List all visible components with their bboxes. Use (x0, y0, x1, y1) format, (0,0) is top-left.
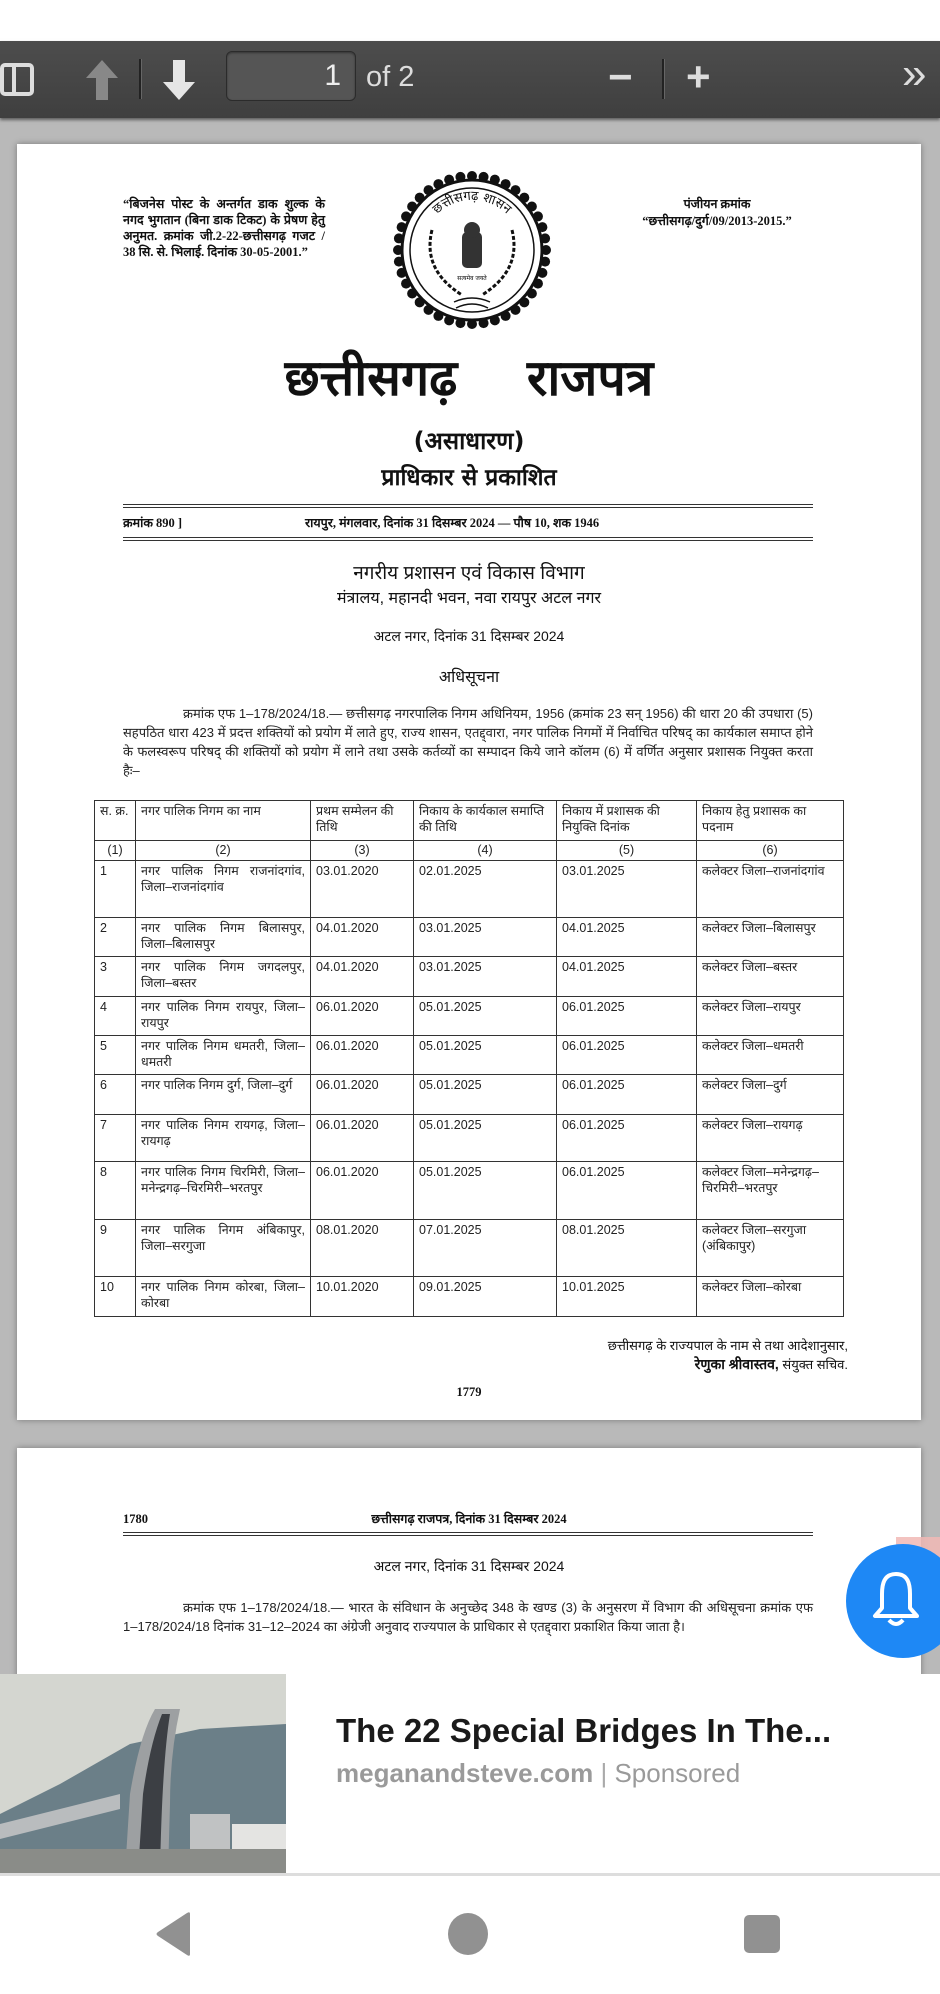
divider (123, 537, 813, 541)
administrator-appointment-date: 03.01.2025 (557, 861, 697, 918)
next-page-icon[interactable] (161, 58, 197, 102)
table-row (95, 861, 844, 918)
column-header: निकाय में प्रशासक की नियुक्ति दिनांक (557, 801, 697, 841)
gazette-subtitle-authority: प्राधिकार से प्रकाशित (381, 465, 557, 491)
corporation-name: नगर पालिक निगम रायपुर, जिला–रायपुर (136, 997, 311, 1036)
administrator-designation: कलेक्टर जिला–दुर्ग (697, 1075, 844, 1115)
toolbar-separator (139, 59, 142, 99)
administrator-designation: कलेक्टर जिला–बस्तर (697, 957, 844, 997)
serial-number: 5 (95, 1036, 136, 1075)
bell-icon (870, 1570, 922, 1630)
administrator-appointment-date: 04.01.2025 (557, 918, 697, 957)
term-end-date: 02.01.2025 (414, 861, 557, 918)
notice-body: क्रमांक एफ 1–178/2024/18.— छत्तीसगढ़ नगरपालिक निगम अधिनियम, 1956 (क्रमांक 23 सन् 1956) की धारा 20 की उपधारा (5) सहपठित धारा 423 में प्रदत्त शक्तियों को प्रयोग में लाते हुए, राज्य शासन, एतद्द्वारा, नगर पालिक निगमों में निर्वाचित परिषद् का कार्यकाल समाप्त होने के फलस्वरूप परिषद् की शक्तियों को प्रयोग में लाने तथा उसके कर्तव्यों का सम्पादन किये जाने कॉलम (6) में वर्णित अनुसार प्रशासक नियुक्त करता हैः– (123, 706, 813, 778)
serial-number: 1 (95, 861, 136, 918)
table-row (95, 1277, 844, 1317)
table-row (95, 997, 844, 1036)
android-nav-bar (0, 1876, 940, 1994)
zoom-in-icon[interactable]: + (686, 53, 711, 100)
column-number: (5) (557, 841, 697, 861)
department-name: नगरीय प्रशासन एवं विकास विभाग (353, 563, 585, 584)
term-end-date: 05.01.2025 (414, 1075, 557, 1115)
corporation-name: नगर पालिक निगम धमतरी, जिला–धमतरी (136, 1036, 311, 1075)
administrator-designation: कलेक्टर जिला–राजनांदगांव (697, 861, 844, 918)
column-number: (2) (136, 841, 311, 861)
serial-number: 3 (95, 957, 136, 997)
column-header: निकाय हेतु प्रशासक का पदनाम (697, 801, 844, 841)
divider (123, 1532, 813, 1536)
back-icon[interactable] (154, 1911, 194, 1957)
administrator-appointment-date: 04.01.2025 (557, 957, 697, 997)
first-meeting-date: 08.01.2020 (311, 1220, 414, 1277)
serial-number: 8 (95, 1162, 136, 1220)
column-header: प्रथम सम्मेलन की तिथि (311, 801, 414, 841)
signatory-title: संयुक्त सचिव. (782, 1357, 848, 1372)
home-icon[interactable] (447, 1912, 489, 1956)
page-number: 1779 (456, 1385, 482, 1399)
term-end-date: 03.01.2025 (414, 957, 557, 997)
ad-source[interactable]: meganandsteve.com (336, 1758, 594, 1788)
table-row (95, 1115, 844, 1162)
sidebar-toggle-icon[interactable] (0, 63, 36, 97)
corporation-name: नगर पालिक निगम चिरमिरी, जिला–मनेन्द्रगढ़–चिरमिरी–भरतपुर (136, 1162, 311, 1220)
zoom-out-icon[interactable]: − (608, 53, 633, 100)
corporation-name: नगर पालिक निगम बिलासपुर, जिला–बिलासपुर (136, 918, 311, 957)
administrator-table (94, 800, 844, 1317)
column-number: (4) (414, 841, 557, 861)
corporation-name: नगर पालिक निगम दुर्ग, जिला–दुर्ग (136, 1075, 311, 1115)
signature-block (695, 1355, 848, 1374)
notice-body: क्रमांक एफ 1–178/2024/18.— भारत के संविधान के अनुच्छेद 348 के खण्ड (3) के अनुसरण में विभाग की अधिसूचना क्रमांक एफ 1–178/2024/18 दिनांक 31–12–2024 का अंग्रेजी अनुवाद राज्यपाल के प्राधिकार से एतद्द्वारा प्रकाशित किया जाता है। (123, 1600, 813, 1634)
first-meeting-date: 06.01.2020 (311, 1162, 414, 1220)
corporation-name: नगर पालिक निगम रायगढ़, जिला–रायगढ़ (136, 1115, 311, 1162)
first-meeting-date: 03.01.2020 (311, 861, 414, 918)
administrator-designation: कलेक्टर जिला–रायगढ़ (697, 1115, 844, 1162)
column-header: स. क्र. (95, 801, 136, 841)
sponsored-ad[interactable] (0, 1674, 940, 1876)
serial-number: 2 (95, 918, 136, 957)
first-meeting-date: 04.01.2020 (311, 918, 414, 957)
serial-number: 4 (95, 997, 136, 1036)
ad-source-line (336, 1758, 740, 1789)
term-end-date: 09.01.2025 (414, 1277, 557, 1317)
page-total: of 2 (366, 61, 415, 93)
ad-thumbnail-image[interactable] (0, 1674, 286, 1873)
term-end-date: 05.01.2025 (414, 997, 557, 1036)
first-meeting-date: 10.01.2020 (311, 1277, 414, 1317)
column-number: (3) (311, 841, 414, 861)
administrator-appointment-date: 06.01.2025 (557, 1115, 697, 1162)
status-bar (0, 0, 940, 41)
serial-number: 7 (95, 1115, 136, 1162)
corporation-name: नगर पालिक निगम राजनांदगांव, जिला–राजनांदगांव (136, 861, 311, 918)
administrator-appointment-date: 06.01.2025 (557, 1075, 697, 1115)
table-row (95, 1075, 844, 1115)
first-meeting-date: 06.01.2020 (311, 1036, 414, 1075)
corporation-name: नगर पालिक निगम कोरबा, जिला–कोरबा (136, 1277, 311, 1317)
serial-number: 9 (95, 1220, 136, 1277)
first-meeting-date: 06.01.2020 (311, 997, 414, 1036)
svg-text:सत्यमेव जयते: सत्यमेव जयते (457, 275, 487, 282)
table-row (95, 957, 844, 997)
administrator-designation: कलेक्टर जिला–धमतरी (697, 1036, 844, 1075)
term-end-date: 05.01.2025 (414, 1115, 557, 1162)
corporation-name: नगर पालिक निगम अंबिकापुर, जिला–सरगुजा (136, 1220, 311, 1277)
registration-number: “छत्तीसगढ़/दुर्ग/09/2013-2015.” (642, 214, 792, 228)
table-row (95, 1162, 844, 1220)
administrator-appointment-date: 06.01.2025 (557, 1162, 697, 1220)
administrator-designation: कलेक्टर जिला–रायपुर (697, 997, 844, 1036)
issue-number: क्रमांक 890 ] (123, 516, 183, 530)
gazette-subtitle-extraordinary: (असाधारण) (413, 427, 525, 455)
postal-note: “बिजनेस पोस्ट के अन्तर्गत डाक शुल्क के नगद भुगतान (बिना डाक टिकट) के प्रेषण हेतु अनुमत. क्रमांक जी.2-22-छत्तीसगढ़ गजट / 38 सि. से. भिलाई. दिनांक 30-05-2001.” (123, 197, 325, 259)
ad-sponsored-label: Sponsored (614, 1758, 741, 1788)
chhattisgarh-emblem (392, 170, 552, 330)
administrator-designation: कलेक्टर जिला–मनेन्द्रगढ़–चिरमिरी–भरतपुर (697, 1162, 844, 1220)
first-meeting-date: 06.01.2020 (311, 1115, 414, 1162)
toolbar-separator (662, 59, 665, 99)
more-tools-icon[interactable]: » (902, 49, 927, 98)
ad-title[interactable]: The 22 Special Bridges In The... (336, 1712, 832, 1749)
table-header-row (95, 801, 844, 841)
emblem-text: छत्तीसगढ़ शासन (429, 188, 515, 218)
recents-icon[interactable] (743, 1914, 781, 1954)
table-row (95, 1036, 844, 1075)
signatory-name: रेणुका श्रीवास्तव, (694, 1356, 779, 1372)
administrator-designation: कलेक्टर जिला–कोरबा (697, 1277, 844, 1317)
column-header: निकाय के कार्यकाल समाप्ति की तिथि (414, 801, 557, 841)
column-number-row (95, 841, 844, 861)
term-end-date: 07.01.2025 (414, 1220, 557, 1277)
administrator-appointment-date: 08.01.2025 (557, 1220, 697, 1277)
serial-number: 6 (95, 1075, 136, 1115)
place-date: अटल नगर, दिनांक 31 दिसम्बर 2024 (373, 628, 565, 644)
running-header: छत्तीसगढ़ राजपत्र, दिनांक 31 दिसम्बर 2024 (371, 1512, 567, 1526)
place-date: अटल नगर, दिनांक 31 दिसम्बर 2024 (373, 1558, 565, 1574)
first-meeting-date: 04.01.2020 (311, 957, 414, 997)
table-row (95, 918, 844, 957)
department-address: मंत्रालय, महानदी भवन, नवा रायपुर अटल नगर (336, 590, 602, 607)
term-end-date: 03.01.2025 (414, 918, 557, 957)
serial-number: 10 (95, 1277, 136, 1317)
divider (123, 504, 813, 508)
column-number: (6) (697, 841, 844, 861)
column-number: (1) (95, 841, 136, 861)
gazette-title: छत्तीसगढ़ राजपत्र (284, 349, 654, 407)
first-meeting-date: 06.01.2020 (311, 1075, 414, 1115)
previous-page-icon[interactable] (84, 58, 120, 102)
term-end-date: 05.01.2025 (414, 1036, 557, 1075)
issue-date-line: रायपुर, मंगलवार, दिनांक 31 दिसम्बर 2024 — पौष 10, शक 1946 (305, 516, 600, 530)
ad-separator: | (600, 1758, 608, 1788)
page-number: 1780 (123, 1512, 148, 1526)
notice-heading: अधिसूचना (438, 669, 500, 686)
column-header: नगर पालिक निगम का नाम (136, 801, 311, 841)
pdf-page-1 (17, 144, 921, 1420)
administrator-designation: कलेक्टर जिला–सरगुजा (अंबिकापुर) (697, 1220, 844, 1277)
registration-label: पंजीयन क्रमांक (683, 197, 751, 211)
signature-authority: छत्तीसगढ़ के राज्यपाल के नाम से तथा आदेशानुसार, (607, 1338, 848, 1353)
administrator-appointment-date: 10.01.2025 (557, 1277, 697, 1317)
table-row (95, 1220, 844, 1277)
administrator-designation: कलेक्टर जिला–बिलासपुर (697, 918, 844, 957)
page-number-input[interactable]: 1 (226, 51, 356, 101)
corporation-name: नगर पालिक निगम जगदलपुर, जिला–बस्तर (136, 957, 311, 997)
administrator-appointment-date: 06.01.2025 (557, 1036, 697, 1075)
pdf-toolbar (0, 41, 940, 118)
term-end-date: 05.01.2025 (414, 1162, 557, 1220)
administrator-appointment-date: 06.01.2025 (557, 997, 697, 1036)
